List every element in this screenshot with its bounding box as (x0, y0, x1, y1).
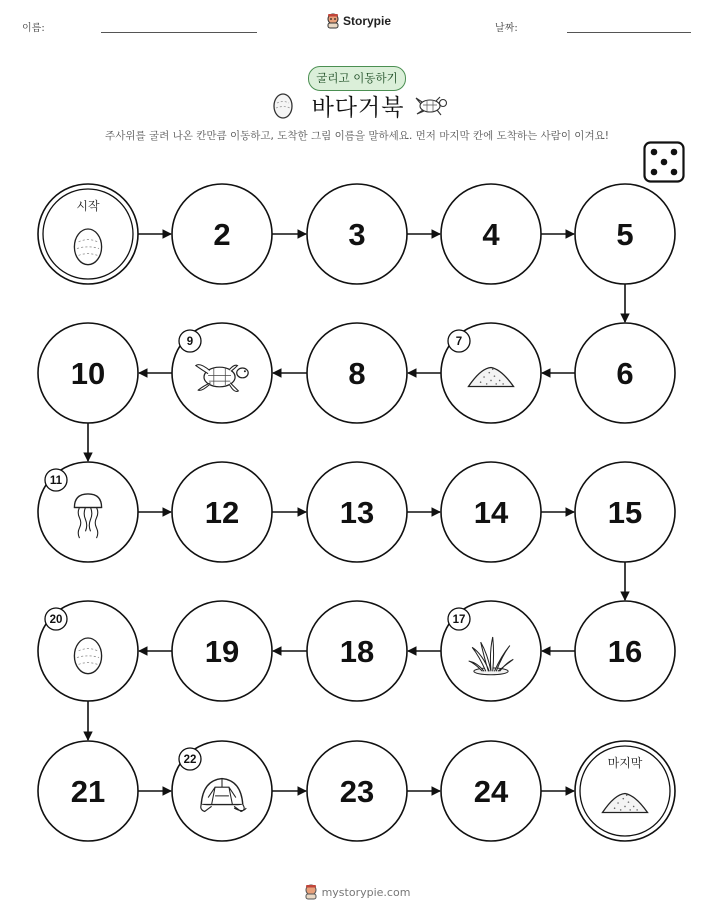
name-label: 이름: (22, 23, 45, 34)
page-title: 바다거북 (311, 95, 405, 121)
cell-number: 8 (348, 356, 366, 391)
cell-tag-number: 17 (452, 614, 466, 626)
cell-number: 18 (339, 634, 375, 669)
cell-number: 19 (204, 634, 240, 669)
board-cell-19 (172, 601, 272, 701)
cell-number: 3 (348, 217, 366, 252)
cell-number: 6 (616, 356, 634, 391)
cell-tag-number: 11 (49, 475, 63, 487)
cell-tag-number: 7 (455, 336, 463, 348)
board-cell-9 (172, 323, 272, 423)
cell-tag-number: 22 (183, 754, 197, 766)
cell-number: 5 (616, 217, 634, 252)
cell-number: 21 (70, 774, 106, 809)
cell-number: 10 (70, 356, 106, 391)
cell-number: 24 (473, 774, 509, 809)
cell-number: 15 (607, 495, 643, 530)
board-cell-2 (172, 184, 272, 284)
cell-number: 4 (482, 217, 500, 252)
cell-tag-number: 20 (49, 614, 63, 626)
board-cell-5 (575, 184, 675, 284)
egg-icon (74, 229, 101, 265)
footer (0, 884, 714, 900)
egg-icon (74, 638, 101, 674)
board-cell-7 (441, 323, 541, 423)
date-label: 날짜: (495, 23, 518, 34)
board-cell-23 (307, 741, 407, 841)
board-cell-6 (575, 323, 675, 423)
cell-number: 12 (204, 495, 240, 530)
board-cell-17 (441, 601, 541, 701)
board-cell-21 (38, 741, 138, 841)
storypie-mascot-icon (304, 884, 318, 900)
board-cell-1 (38, 184, 138, 284)
board-cell-8 (307, 323, 407, 423)
activity-badge: 굴리고 이동하기 (308, 66, 406, 91)
footer-site: mystorypie.com (321, 885, 411, 899)
board-cell-11 (38, 462, 138, 562)
start-label: 시작 (76, 199, 100, 213)
cell-number: 14 (473, 495, 509, 530)
cell-number: 13 (339, 495, 375, 530)
cell-number: 16 (607, 634, 643, 669)
board-cell-3 (307, 184, 407, 284)
board-cell-25 (575, 741, 675, 841)
board-cell-13 (307, 462, 407, 562)
cell-number: 2 (213, 217, 231, 252)
board-cell-22 (172, 741, 272, 841)
cell-tag-number: 9 (186, 336, 194, 348)
instructions-text: 주사위를 굴려 나온 칸만큼 이동하고, 도착한 그림 이름을 말하세요. 먼저 마지막 칸에 도착하는 사람이 이겨요! (105, 130, 609, 142)
board-cell-10 (38, 323, 138, 423)
board-cell-24 (441, 741, 541, 841)
board-cell-12 (172, 462, 272, 562)
finish-label: 마지막 (607, 756, 643, 770)
board-cell-14 (441, 462, 541, 562)
brand-name: Storypie (343, 14, 392, 28)
board-cell-18 (307, 601, 407, 701)
board-cell-20 (38, 601, 138, 701)
board-cells (38, 184, 675, 841)
board-cell-15 (575, 462, 675, 562)
board-cell-16 (575, 601, 675, 701)
cell-number: 23 (339, 774, 375, 809)
board-cell-4 (441, 184, 541, 284)
